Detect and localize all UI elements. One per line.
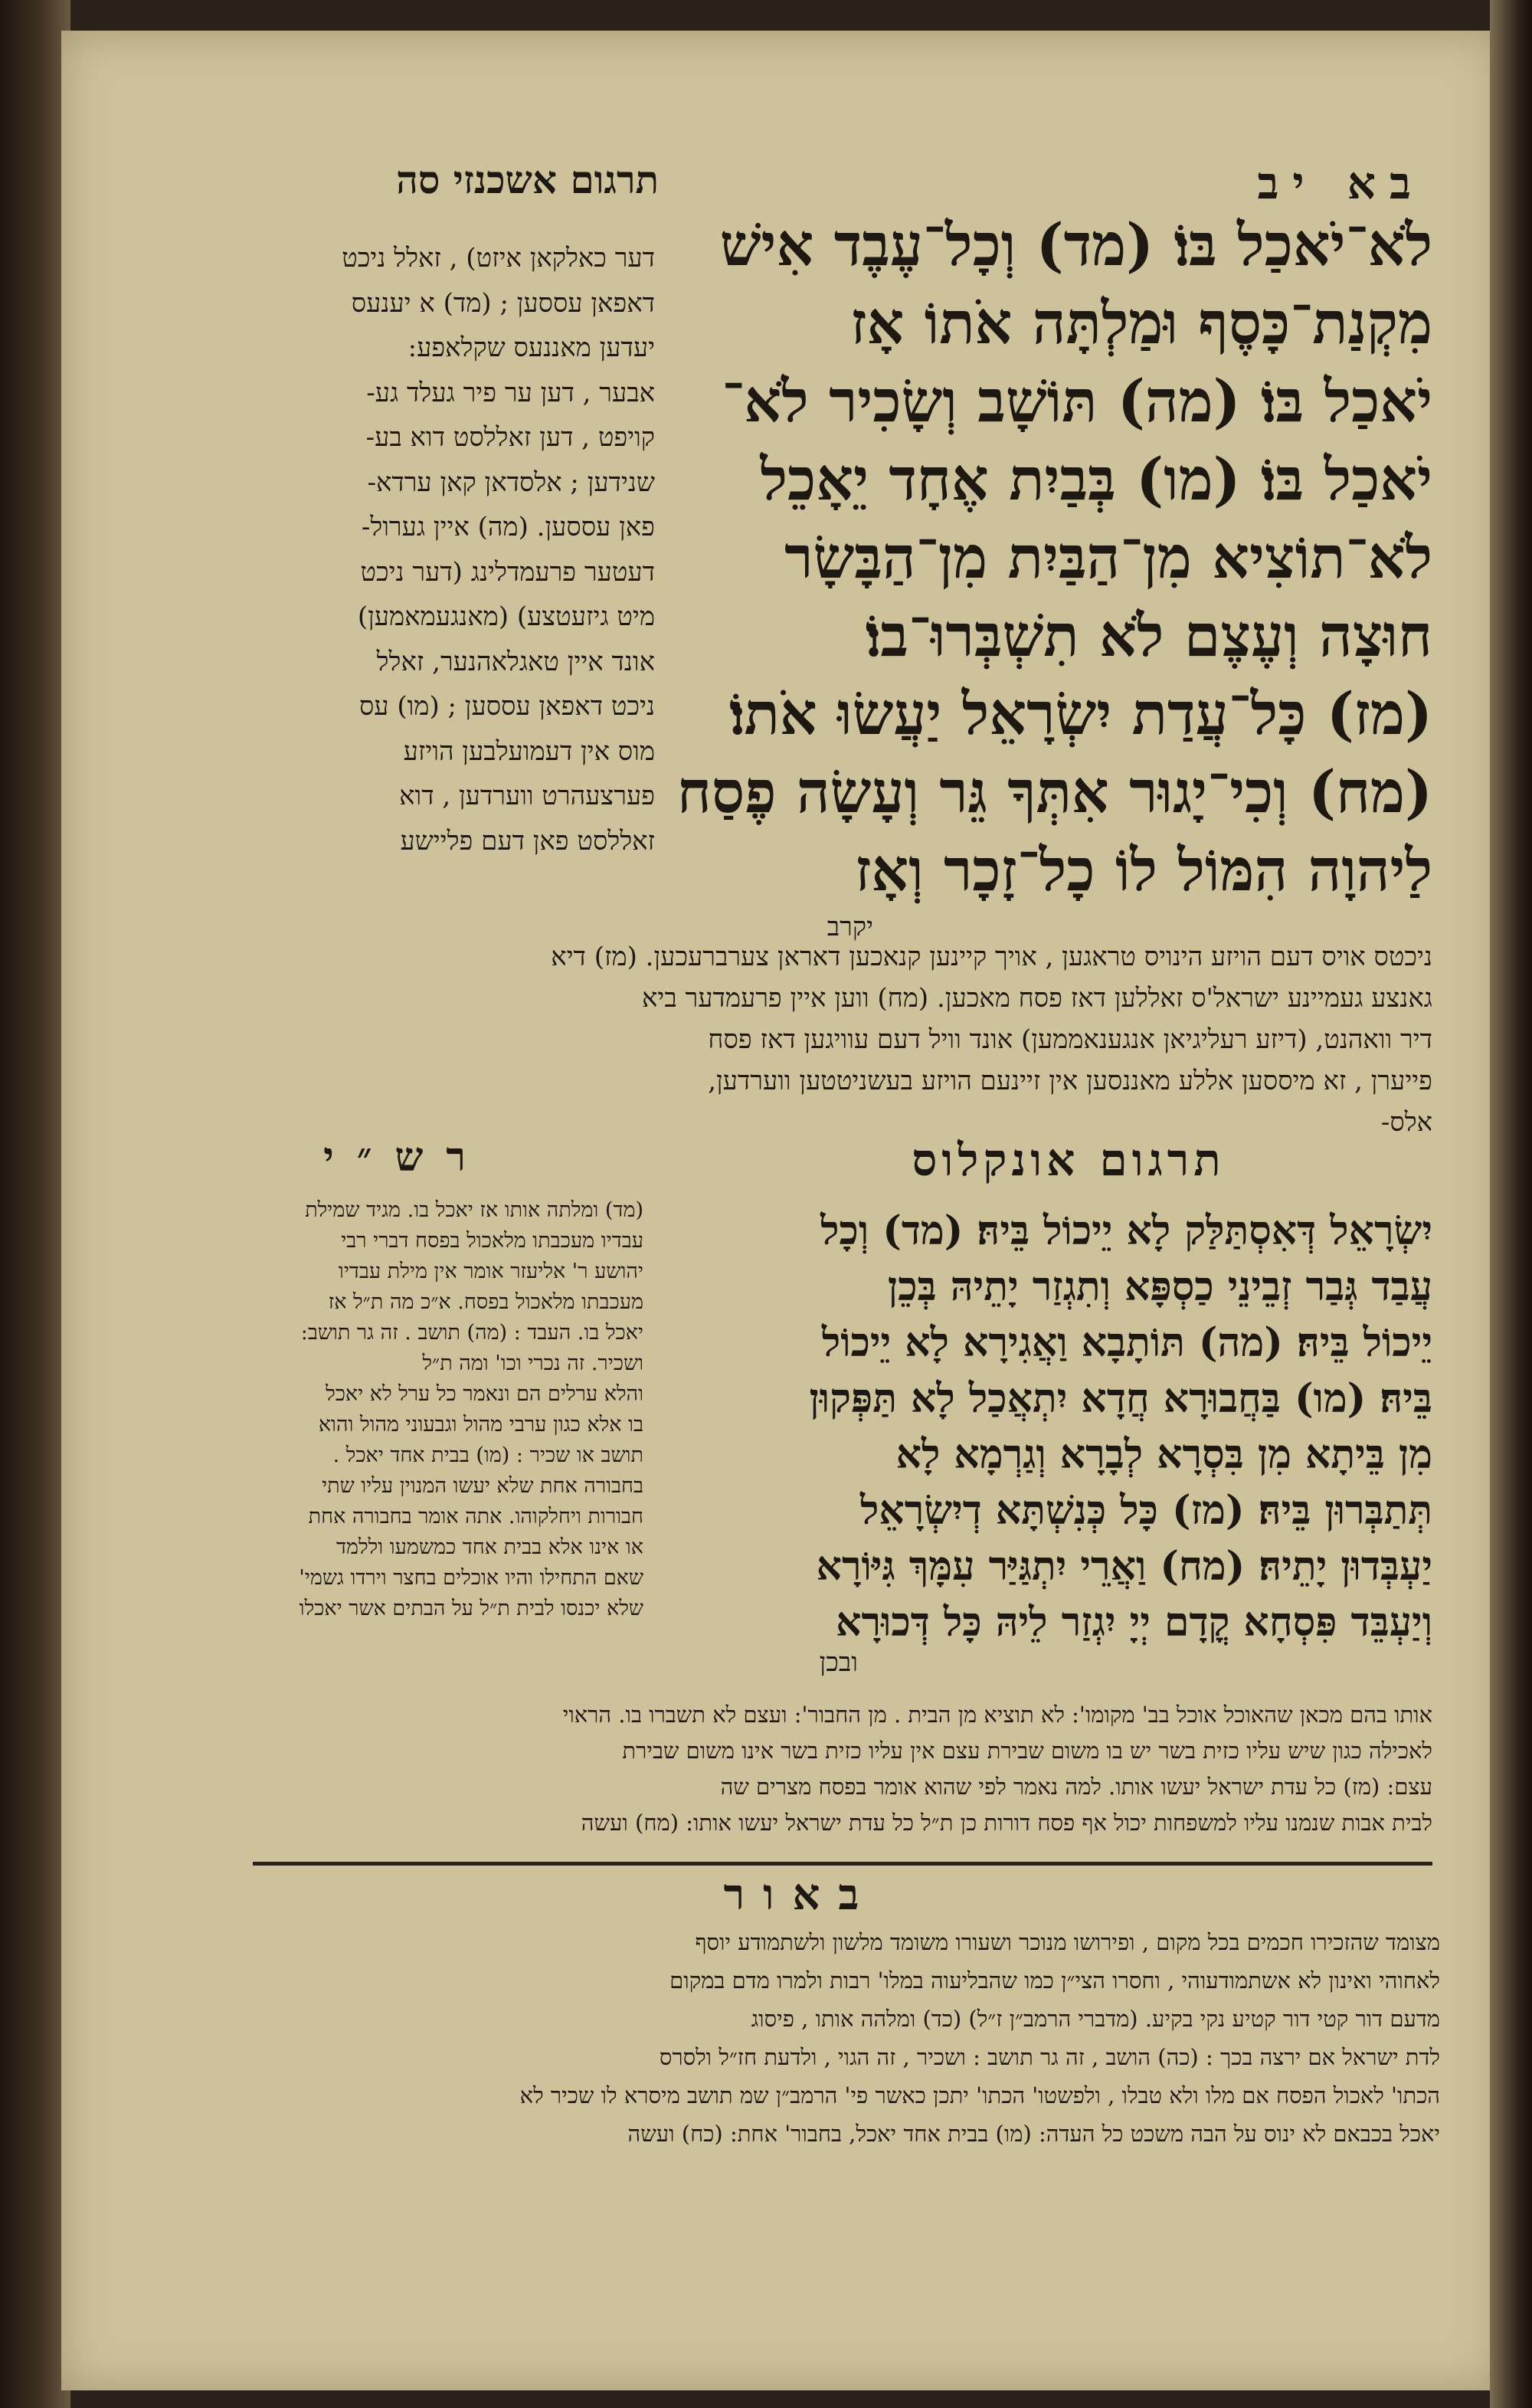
yiddish-line: יעדען מאננעס שקלאפע: <box>408 333 655 363</box>
rashi-commentary <box>169 1195 643 1624</box>
torah-line: מִקְנַת־כָּסֶף וּמַלְתָּה אֹתוֹ אָז <box>850 289 1432 357</box>
torah-line: לֹא־תוֹצִיא מִן־הַבַּיִת מִן־הַבָּשָׂר <box>784 523 1432 591</box>
onkelos-line: תְּתַבְּרוּן בֵּיהּ׃ (מז) כָּל כְּנִשְׁתָּא דְיִשְׂרָאֵל <box>860 1487 1432 1534</box>
beur-line: מדעם דור קטי דור קטיע נקי בקיע. (מדברי הרמב״ן ז״ל) (כד) ומלהה אותו , פיסוג <box>751 2006 1440 2032</box>
beur-line: מצומד שהזכירו חכמים בכל מקום , ופירושו מנוכר ושעורו משומד מלשון ולשתמודע יוסף <box>695 1929 1440 1955</box>
rashi-line: אותו בהם מכאן שהאוכל אוכל בב' מקומו': לא תוציא מן הבית . מן החבור': ועצם לא תשברו בו. הראוי <box>562 1702 1432 1728</box>
rashi-line: מעכבתו מלאכול בפסח. א״כ מה ת״ל אז <box>328 1290 643 1314</box>
book-right-edge <box>1490 0 1532 2408</box>
yiddish-line: זאללסט פאן דעם פליישע <box>400 825 655 857</box>
torah-line: יֹאכַל בּוֹ׃ (מו) בְּבַיִת אֶחָד יֵאָכֵל <box>760 445 1432 513</box>
rashi-line: שלא יכנסו לבית ת״ל על הבתים אשר יאכלו <box>299 1597 643 1620</box>
rashi-line: חבורות ויחלקוהו. אתה אומר בחבורה אחת <box>308 1505 643 1528</box>
yiddish-line: פערצעהרט ווערדען , דוא <box>399 781 655 811</box>
yiddish-line: גאנצע געמיינע ישראל'ס זאללען דאז פסח מאכען. (מח) ווען איין פרעמדער ביא <box>642 983 1432 1014</box>
torah-line: יֹאכַל בּוֹ׃ (מה) תּוֹשָׁב וְשָׂכִיר לֹא־ <box>722 367 1432 435</box>
onkelos-line: עֲבַד גְּבַר זְבֵינֵי כַסְפָּא וְתִגְזַר יָתֵיהּ בְּכֵן <box>887 1263 1432 1310</box>
page-title: תרגום אשכנזי סה <box>396 157 659 202</box>
yiddish-line: מוס אין דעמועלבען הויזע <box>403 736 655 767</box>
torah-text <box>659 207 1432 910</box>
rashi-line: תושב או שכיר : (מו) בבית אחד יאכל . <box>332 1443 643 1467</box>
yiddish-line: דיר וואהנט, (דיזע רעליגיאן אנגענאממען) אונד וויל דעם עוויגען דאז פסח <box>708 1024 1432 1055</box>
book-left-edge <box>0 0 70 2408</box>
yiddish-line: קויפט , דען זאללסט דוא בע- <box>365 422 655 453</box>
rashi-line: לאכילה כגון שיש עליו כזית בשר יש בו משום שבירת עצם אין עליו כזית בשר אינו משום שבירת <box>622 1738 1432 1764</box>
rashi-heading: רש״י <box>323 1134 489 1181</box>
torah-line: (מז) כָּל־עֲדַת יִשְׂרָאֵל יַעֲשׂוּ אֹתוֹ׃ <box>729 680 1432 748</box>
rashi-commentary-continued <box>169 1697 1432 1841</box>
catchword: ובכן <box>819 1647 858 1678</box>
divider-rule <box>253 1862 1432 1866</box>
rashi-line: עבדיו מעכבתו מלאכול בפסח דברי רבי <box>341 1229 643 1253</box>
rashi-line: והלא ערלים הם ונאמר כל ערל לא יאכל <box>326 1382 643 1406</box>
beur-line: לדת ישראל אם ירצה בכך : (כה) הושב , זה גר תושב : ושכיר , זה הגוי , ולדעת חז״ל ולסרס <box>659 2044 1440 2070</box>
yiddish-translation-continued <box>169 936 1432 1143</box>
torah-line: (מח) וְכִי־יָגוּר אִתְּךָ גֵּר וְעָשָׂה פֶסַח <box>676 758 1432 826</box>
yiddish-line: דעטער פרעמדלינג (דער ניכט <box>360 556 655 588</box>
yiddish-line: דער כאלקאן איזט) , זאלל ניכט <box>342 243 655 274</box>
onkelos-line: וְיַעְבֵּד פִּסְחָא קֳדָם יְיָ יִגְזַר לֵיהּ כָּל דְּכוּרָא <box>836 1599 1432 1646</box>
beur-line: יאכל בכבאם לא ינוס על הבה משכט כל העדה: (מו) בבית אחד יאכל, בחבור' אחת: (כח) ועשה <box>627 2121 1440 2147</box>
yiddish-line: פייערן , זא מיססען אללע מאננסען אין זיינעם הויזע בעשניטטען ווערדען, <box>708 1066 1432 1096</box>
onkelos-heading: תרגום אונקלוס <box>912 1134 1226 1186</box>
torah-line: לַיהוָה הִמּוֹל לוֹ כָל־זָכָר וְאָז <box>855 836 1432 904</box>
rashi-line: (מד) ומלתה אותו אז יאכל בו. מגיד שמילת <box>305 1198 643 1222</box>
catchword: יקרב <box>827 912 873 942</box>
yiddish-line: מיט גיזעטצע) (מאנגעמאמען) <box>357 601 655 632</box>
beur-commentary <box>230 1923 1440 2153</box>
onkelos-line: יִשְׂרָאֵל דְּאִסְתַּלַּק לָא יֵיכוֹל בֵּיהּ׃ (מד) וְכָל <box>820 1207 1432 1254</box>
yiddish-line: אונד איין טאגלאהנער, זאלל <box>376 646 655 677</box>
yiddish-line: פאן עססען. (מה) איין גערול- <box>361 512 655 542</box>
chapter-header: בא יב <box>1257 157 1425 209</box>
rashi-line: עצם: (מז) כל עדת ישראל יעשו אותו. למה נאמר לפי שהוא אומר בפסח מצרים שה <box>720 1774 1432 1800</box>
rashi-line: בחבורה אחת שלא יעשו המנוין עליו שתי <box>322 1474 643 1498</box>
torah-line: לֹא־יֹאכַל בּוֹ׃ (מד) וְכָל־עֶבֶד אִישׁ <box>719 211 1432 279</box>
onkelos-line: יֵיכוֹל בֵּיהּ׃ (מה) תּוֹתָבָא וַאֲגִירָא לָא יֵיכוֹל <box>821 1319 1432 1366</box>
yiddish-translation <box>165 236 655 863</box>
onkelos-line: בֵּיהּ׃ (מו) בַּחֲבוּרָא חֲדָא יִתְאֲכַל לָא תַּפְּקוּן <box>809 1375 1432 1422</box>
yiddish-line: אבער , דען ער פיר געלד גע- <box>366 377 655 408</box>
onkelos-text <box>689 1203 1432 1650</box>
beur-heading: באור <box>723 1869 878 1920</box>
rashi-line: בו אלא כגון ערבי מהול וגבעוני מהול והוא <box>318 1413 643 1437</box>
beur-line: הכתו' לאכול הפסח אם מלו ולא טבלו , ולפשטו' הכתו' יתכן כאשר פי' הרמב״ן שמ תושב מיסרא לו שכיר לא <box>519 2082 1440 2108</box>
rashi-line: לבית אבות שנמנו עליו למשפחות יכול אף פסח דורות כן ת״ל כל עדת ישראל יעשו אותו: (מח) ועשה <box>581 1810 1432 1836</box>
rashi-line: יהושע ר' אליעזר אומר אין מילת עבדיו <box>338 1260 643 1283</box>
yiddish-line: דאפאן עססען ; (מד) א יענעס <box>351 287 655 319</box>
rashi-line: ושכיר. זה נכרי וכו' ומה ת״ל <box>422 1351 643 1375</box>
yiddish-line: ניכטס אויס דעם הויזע הינויס טראגען , אויך קיינען קנאכען דאראן צערברעכען. (מז) דיא <box>551 942 1432 972</box>
yiddish-line: שנידען ; אלסדאן קאן ערדא- <box>367 467 655 498</box>
torah-line: חוּצָה וְעֶצֶם לֹא תִשְׁבְּרוּ־בוֹ׃ <box>865 601 1432 670</box>
yiddish-line: ניכט דאפאן עססען ; (מו) עס <box>358 691 655 722</box>
rashi-line: יאכל בו. העבד : (מה) תושב . זה גר תושב: <box>300 1321 643 1345</box>
beur-line: לאחוהי ואינון לא אשתמודעוהי , וחסרו הצי״ן כמו שהבליעוה במלו' רבות ולמרו מדם במקום <box>669 1967 1440 1994</box>
rashi-line: או אינו אלא בבית אחד כמשמעו וללמד <box>336 1535 643 1559</box>
yiddish-line: אלס- <box>1380 1107 1432 1138</box>
onkelos-line: יַעְבְּדוּן יָתֵיהּ׃ (מח) וַאֲרֵי יִתְגַּיַּר עִמָּךְ גִּיּוֹרָא <box>816 1543 1432 1590</box>
rashi-line: שאם התחילו והיו אוכלים בחצר וירדו גשמי' <box>299 1566 643 1590</box>
onkelos-line: מִן בֵּיתָא מִן בִּסְרָא לְבָרָא וְגַרְמָא לָא <box>895 1431 1432 1478</box>
